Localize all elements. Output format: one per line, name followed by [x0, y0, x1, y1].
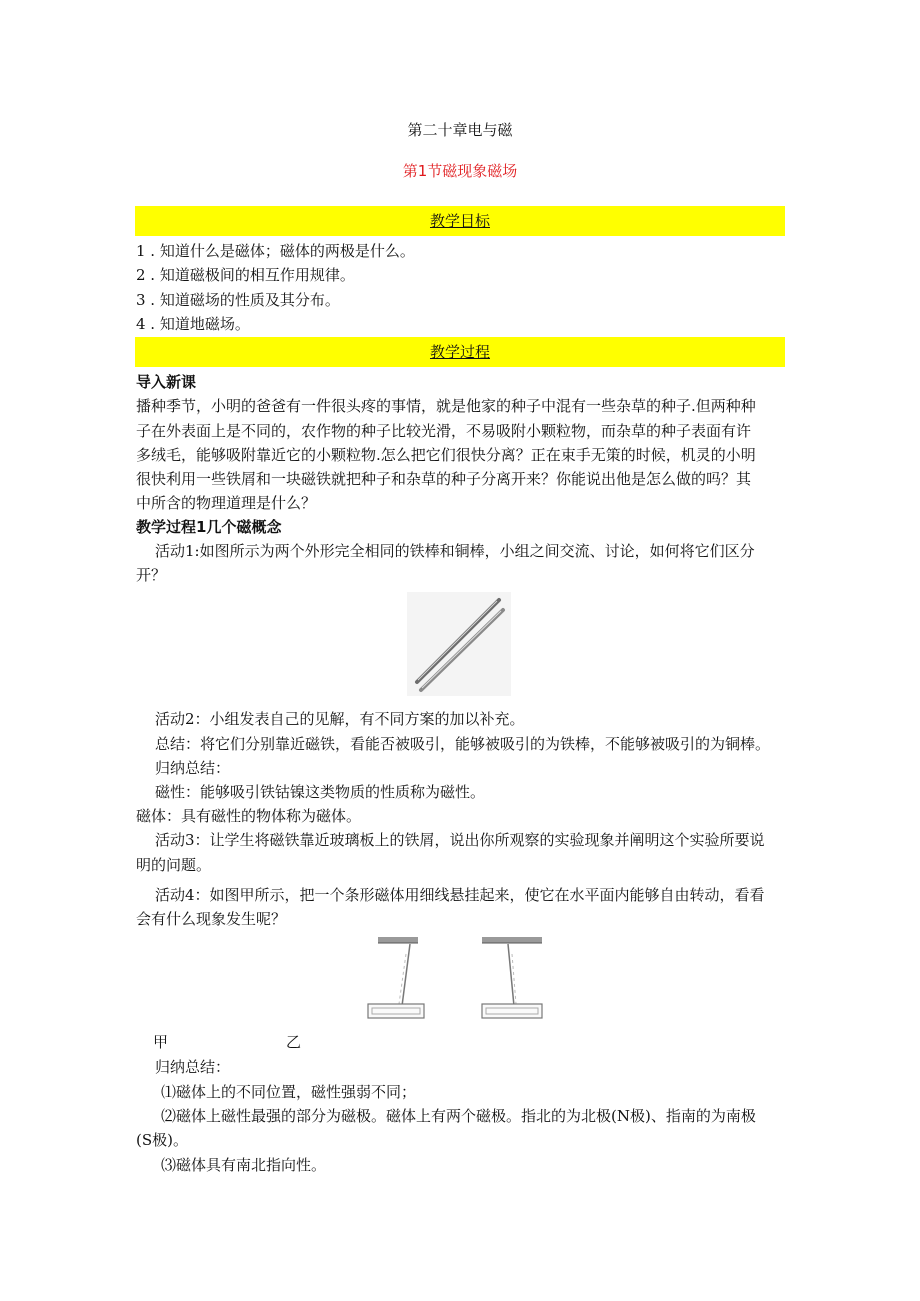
activity1-line: 开？ — [136, 566, 167, 584]
goal-item: 2 . 知道磁极间的相互作用规律。 — [136, 266, 355, 284]
thread — [508, 944, 514, 1006]
suspended-magnet-figure-b — [478, 934, 548, 1028]
activity2: 活动2：小组发表自己的见解，有不同方案的加以补充。 — [155, 710, 525, 728]
intro-heading: 导入新课 — [136, 373, 197, 391]
section-title: 第1节磁现象磁场 — [402, 162, 518, 180]
goals-heading: 教学目标 — [429, 212, 490, 230]
induction2-label: 归纳总结： — [155, 1058, 231, 1076]
bar-magnet — [368, 1004, 424, 1018]
magnet-definition: 磁体：具有磁性的物体称为磁体。 — [136, 807, 362, 825]
activity4-line: 会有什么现象发生呢？ — [136, 910, 287, 928]
point-item: ⑵磁体上磁性最强的部分为磁极。磁体上有两个磁极。指北的为北极(N极)、指南的为南极 — [161, 1107, 756, 1125]
intro-line: 播种季节，小明的爸爸有一件很头疼的事情，就是他家的种子中混有一些杂草的种子.但两种种 — [136, 397, 756, 415]
point-item: ⑴磁体上的不同位置，磁性强弱不同； — [161, 1083, 417, 1101]
process-heading: 教学过程 — [429, 343, 490, 361]
crossed-rods-figure — [407, 592, 511, 696]
intro-line: 中所含的物理道理是什么？ — [136, 494, 317, 512]
activity4-line: 活动4：如图甲所示，把一个条形磁体用细线悬挂起来，使它在水平面内能够自由转动，看看 — [155, 886, 765, 904]
goal-item: 4 . 知道地磁场。 — [136, 315, 250, 333]
induction-label: 归纳总结： — [155, 759, 231, 777]
process-heading-bar — [135, 337, 785, 367]
bar-magnet — [482, 1004, 542, 1018]
figure-label-a: 甲 — [153, 1033, 169, 1051]
intro-line: 子在外表面上是不同的，农作物的种子比较光滑，不易吸附小颗粒物，而杂草的种子表面有许 — [136, 422, 752, 440]
goal-item: 3 . 知道磁场的性质及其分布。 — [136, 291, 340, 309]
point-item: ⑶磁体具有南北指向性。 — [161, 1156, 327, 1174]
activity3-line: 活动3：让学生将磁铁靠近玻璃板上的铁屑，说出你所观察的实验现象并阐明这个实验所要说 — [155, 831, 765, 849]
intro-line: 多绒毛，能够吸附靠近它的小颗粒物.怎么把它们很快分离？正在束手无策的时候，机灵的小明 — [136, 446, 756, 464]
activity1-line: 活动1:如图所示为两个外形完全相同的铁棒和铜棒，小组之间交流、讨论，如何将它们区分 — [155, 542, 755, 560]
summary: 总结：将它们分别靠近磁铁，看能否被吸引，能够被吸引的为铁棒，不能够被吸引的为铜棒。 — [155, 735, 771, 753]
magnetism-definition: 磁性：能够吸引铁钴镍这类物质的性质称为磁性。 — [155, 783, 486, 801]
chapter-title: 第二十章电与磁 — [407, 121, 513, 139]
point-item: (S极)。 — [136, 1131, 188, 1149]
goal-item: 1 . 知道什么是磁体；磁体的两极是什么。 — [136, 242, 415, 260]
goals-heading-bar — [135, 206, 785, 236]
activity3-line: 明的问题。 — [136, 856, 212, 874]
part1-heading: 教学过程1几个磁概念 — [136, 518, 282, 536]
intro-line: 很快利用一些铁屑和一块磁铁就把种子和杂草的种子分离开来？你能说出他是怎么做的吗？其 — [136, 470, 752, 488]
thread — [402, 944, 410, 1006]
suspended-magnet-figure-a — [366, 934, 426, 1028]
figure-label-b: 乙 — [286, 1033, 302, 1051]
